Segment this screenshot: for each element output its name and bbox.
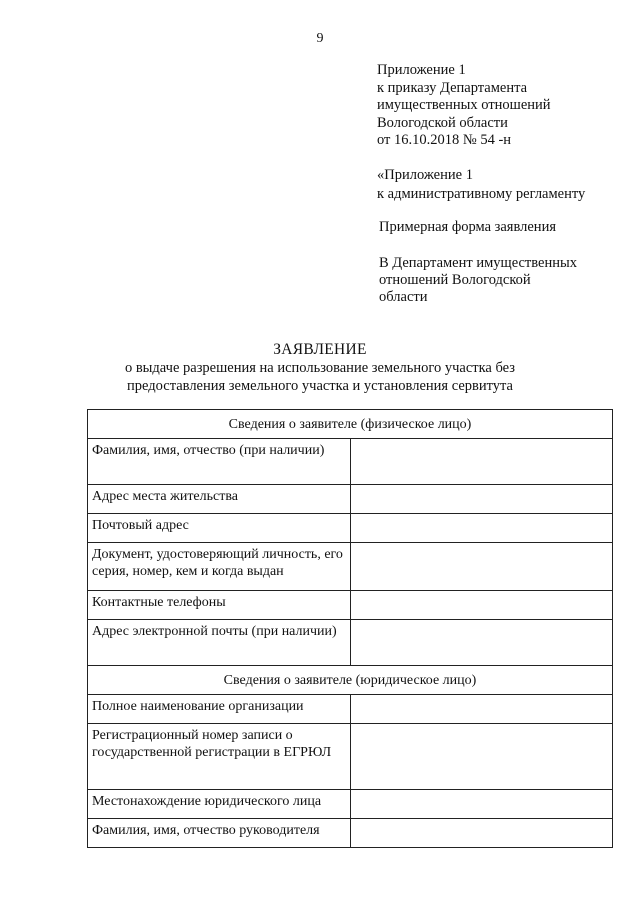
section-individual-header: Сведения о заявителе (физическое лицо) — [88, 410, 613, 439]
subtitle-line: о выдаче разрешения на использование земельного участка без — [124, 360, 516, 376]
regulation-line: «Приложение 1 — [377, 167, 473, 183]
field-label-residence-address: Адрес места жительства — [88, 485, 351, 514]
regulation-reference — [377, 166, 585, 204]
addressee-line: В Департамент имущественных — [379, 255, 577, 271]
field-value-organization-name[interactable] — [350, 695, 613, 724]
field-value-legal-address[interactable] — [350, 790, 613, 819]
field-value-director-name[interactable] — [350, 819, 613, 848]
document-subtitle — [0, 359, 640, 395]
field-value-postal-address[interactable] — [350, 514, 613, 543]
page-number: 9 — [316, 31, 324, 46]
appendix-header — [377, 62, 551, 150]
field-value-full-name[interactable] — [350, 439, 613, 485]
field-label-postal-address: Почтовый адрес — [88, 514, 351, 543]
field-value-residence-address[interactable] — [350, 485, 613, 514]
appendix-line: Вологодской области — [377, 114, 508, 131]
field-label-legal-address: Местонахождение юридического лица — [88, 790, 351, 819]
field-value-identity-document[interactable] — [350, 543, 613, 591]
field-value-email[interactable] — [350, 620, 613, 666]
addressee-line: области — [379, 289, 428, 305]
field-value-registration-number[interactable] — [350, 724, 613, 790]
field-label-email: Адрес электронной почты (при наличии) — [88, 620, 351, 666]
appendix-line: к приказу Департамента — [377, 79, 528, 96]
addressee-line: отношений Вологодской — [379, 272, 531, 288]
field-label-identity-document: Документ, удостоверяющий личность, его серия, номер, кем и когда выдан — [88, 543, 351, 591]
appendix-line: Приложение 1 — [377, 62, 466, 78]
field-label-phones: Контактные телефоны — [88, 591, 351, 620]
subtitle-line: предоставления земельного участка и установления сервитута — [127, 378, 513, 394]
sample-form-label: Примерная форма заявления — [379, 219, 556, 235]
appendix-order-date: от 16.10.2018 № 54 -н — [377, 132, 512, 148]
field-label-director-name: Фамилия, имя, отчество руководителя — [88, 819, 351, 848]
appendix-line: имущественных отношений — [377, 97, 551, 113]
document-title: ЗАЯВЛЕНИЕ — [273, 341, 367, 358]
regulation-line: к административному регламенту — [377, 186, 586, 202]
application-form-table — [87, 409, 613, 848]
field-label-registration-number: Регистрационный номер записи о государственной регистрации в ЕГРЮЛ — [88, 724, 351, 790]
section-legal-header: Сведения о заявителе (юридическое лицо) — [88, 666, 613, 695]
field-label-organization-name: Полное наименование организации — [88, 695, 351, 724]
field-value-phones[interactable] — [350, 591, 613, 620]
addressee-block — [379, 255, 577, 306]
field-label-full-name: Фамилия, имя, отчество (при наличии) — [88, 439, 351, 485]
